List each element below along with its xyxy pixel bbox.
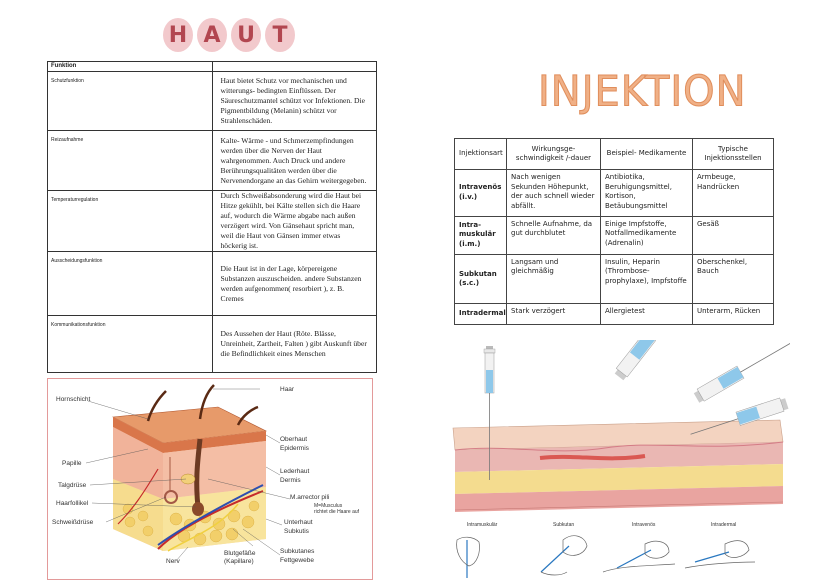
injection-medication: Einige Impfstoffe, Notfallmedikamente (Adrenalin) bbox=[601, 216, 693, 254]
caption-subkutan: Subkutan bbox=[553, 522, 575, 528]
hand-injection-intravenous-icon bbox=[603, 541, 675, 572]
injection-speed: Schnelle Aufnahme, da gut durchblutet bbox=[507, 216, 601, 254]
label-richtet-haare: richtet die Haare auf bbox=[314, 509, 360, 515]
label-kapillare: (Kapillare) bbox=[224, 558, 254, 565]
syringe-intravenoes-icon bbox=[693, 340, 790, 404]
label-epidermis: Epidermis bbox=[280, 445, 309, 452]
label-subkutanes: Subkutanes bbox=[280, 548, 315, 555]
haut-title bbox=[163, 18, 295, 56]
hand-injection-intradermal-icon bbox=[685, 541, 755, 568]
haut-title-letter: A bbox=[197, 18, 227, 52]
injection-medication: Insulin, Heparin (Thrombose- prophylaxe), Impfstoffe bbox=[601, 254, 693, 304]
label-schweissdruese: Schweißdrüse bbox=[52, 519, 94, 526]
injection-type: Intradermal bbox=[455, 304, 507, 325]
caption-intradermal: Intradermal bbox=[711, 522, 737, 528]
label-subkutis: Subkutis bbox=[284, 528, 309, 535]
injection-header: Wirkungsge- schwindigkeit /-dauer bbox=[507, 139, 601, 170]
injection-site: Armbeuge, Handrücken bbox=[693, 170, 774, 217]
injektion-title: INJEKTION bbox=[538, 67, 747, 117]
label-dermis: Dermis bbox=[280, 477, 301, 484]
injection-speed: Stark verzögert bbox=[507, 304, 601, 325]
label-hornschicht: Hornschicht bbox=[56, 396, 91, 403]
function-label: Ausscheidungsfunktion bbox=[48, 252, 213, 316]
hand-injection-subkutan-icon bbox=[541, 536, 587, 575]
function-label: Schutzfunktion bbox=[48, 72, 213, 131]
function-text: Kalte- Wärme - und Schmerzempfindungen werden über die Nerven der Haut wahrgenommen. Auch Druck und andere Berührungsqualitäten werden über die Nervenendorgane an das Gehirn weitergegeben. bbox=[212, 131, 377, 191]
injection-header: Beispiel- Medikamente bbox=[601, 139, 693, 170]
injection-table bbox=[454, 138, 774, 325]
injection-medication: Antibiotika, Beruhigungsmittel, Kortison, Betäubungsmittel bbox=[601, 170, 693, 217]
label-fettgewebe: Fettgewebe bbox=[280, 557, 314, 564]
label-talgdruese: Talgdrüse bbox=[58, 482, 87, 489]
skin-cross-section-illustration bbox=[48, 379, 372, 579]
injection-site: Gesäß bbox=[693, 216, 774, 254]
label-arrector-pili: M.arrector pili bbox=[290, 494, 330, 501]
haut-title-letter: U bbox=[231, 18, 261, 52]
function-header-empty bbox=[212, 62, 377, 72]
injection-type: Intra- muskulär (i.m.) bbox=[455, 216, 507, 254]
caption-intramuskulaer: Intramuskulär bbox=[467, 522, 498, 528]
syringe-subkutan-icon bbox=[613, 340, 726, 381]
label-haarfollikel: Haarfollikel bbox=[56, 500, 89, 507]
function-label: Kommunikationsfunktion bbox=[48, 316, 213, 373]
label-nerv: Nerv bbox=[166, 558, 180, 565]
injection-type: Intravenös (i.v.) bbox=[455, 170, 507, 217]
function-label: Reizaufnahme bbox=[48, 131, 213, 191]
caption-intravenoes: Intravenös bbox=[632, 522, 656, 528]
injection-header: Typische Injektionsstellen bbox=[693, 139, 774, 170]
label-unterhaut: Unterhaut bbox=[284, 519, 313, 526]
function-text: Des Aussehen der Haut (Röte. Blässe, Unreinheit, Zartheit, Falten ) gibt Auskunft über die Befindlichkeit eines Menschen bbox=[212, 316, 377, 373]
function-text: Durch Schweißabsonderung wird die Haut bei Hitze gekühlt, bei Kälte stellen sich die Haare auf, wodurch die Wärme abgabe nach außen verzögert wird. Von Gänsehaut spricht man, weil die Haut von Gänsen immer etwas höckerig ist. bbox=[212, 191, 377, 252]
haut-title-letter: T bbox=[265, 18, 295, 52]
skin-function-table bbox=[47, 61, 377, 373]
injection-header: Injektionsart bbox=[455, 139, 507, 170]
label-oberhaut: Oberhaut bbox=[280, 436, 308, 443]
injection-site: Oberschenkel, Bauch bbox=[693, 254, 774, 304]
function-text: Die Haut ist in der Lage, körpereigene Substanzen auszuscheiden. andere Substanzen werden aufgenommen( resorbiert ), z. B. Cremes bbox=[212, 252, 377, 316]
label-lederhaut: Lederhaut bbox=[280, 468, 310, 475]
injection-type: Subkutan (s.c.) bbox=[455, 254, 507, 304]
function-header: Funktion bbox=[48, 62, 213, 72]
injection-illustration bbox=[445, 340, 790, 582]
function-label: Temperaturregulation bbox=[48, 191, 213, 252]
function-text: Haut bietet Schutz vor mechanischen und witterungs- bedingten Einflüssen. Der Säureschutzmantel schützt vor Infektionen. Die Pigmentbildung (Melanin) schützt vor Strahlenschäden. bbox=[212, 72, 377, 131]
haut-title-letter: H bbox=[163, 18, 193, 52]
label-blutgefaesse: Blutgefäße bbox=[224, 550, 256, 557]
injection-speed: Nach wenigen Sekunden Höhepunkt, der auch schnell wieder abfällt. bbox=[507, 170, 601, 217]
hand-injection-intramuscular-icon bbox=[457, 537, 480, 578]
injection-angles-illustration bbox=[445, 340, 790, 582]
label-musculus: M=Musculus bbox=[314, 503, 343, 509]
label-haar: Haar bbox=[280, 386, 295, 393]
label-papille: Papille bbox=[62, 460, 82, 467]
injection-speed: Langsam und gleichmäßig bbox=[507, 254, 601, 304]
skin-diagram bbox=[47, 378, 373, 580]
injection-medication: Allergietest bbox=[601, 304, 693, 325]
injection-site: Unterarm, Rücken bbox=[693, 304, 774, 325]
